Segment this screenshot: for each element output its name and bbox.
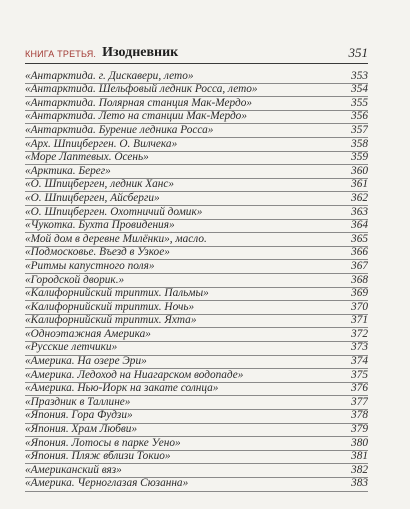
toc-entry-title: «Чукотка. Бухта Провидения» [25,219,175,232]
section-page-number: 351 [348,45,368,60]
row-separator [25,341,368,342]
toc-entry-title: «О. Шпицберген. Охотничий домик» [25,205,203,218]
toc-entry [25,341,368,355]
row-separator [25,409,368,410]
row-separator [25,137,368,138]
toc-entry-page: 366 [351,246,368,259]
row-separator [25,178,368,179]
toc-entry [25,354,368,368]
section-header [25,41,368,64]
row-separator [25,287,368,288]
toc-entry-title: «Русские летчики» [25,341,118,354]
toc-entry [25,151,368,165]
toc-entry-page: 380 [351,436,368,449]
toc-entry-title: «Калифорнийский триптих. Яхта» [25,314,197,327]
row-separator [25,246,368,247]
toc-entry-title: «Антарктида. Бурение ледника Росса» [25,123,214,136]
toc-entry-page: 363 [351,205,368,218]
toc-entry-title: «Антарктида. Шельфовый ледник Росса, лето» [25,83,258,96]
toc-entry [25,259,368,273]
row-separator [25,191,368,192]
toc-entry-page: 364 [351,219,368,232]
toc-entry-title: «Япония. Гора Фудзи» [25,409,133,422]
row-separator [25,151,368,152]
toc-entry-page: 379 [351,423,368,436]
section-title: Изодневник [102,45,179,60]
toc-entry-title: «О. Шпицберген, Айсберги» [25,191,160,204]
row-separator [25,368,368,369]
toc-entry [25,273,368,287]
toc-entry-title: «Арх. Шпицберген. О. Вилчека» [25,137,178,150]
row-separator [25,463,368,464]
row-separator [25,327,368,328]
toc-entry-page: 377 [351,395,368,408]
toc-entry-page: 354 [351,83,368,96]
toc-entry-title: «Антарктида. Лето на станции Мак-Мердо» [25,110,247,123]
row-separator [25,450,368,451]
toc-entry [25,327,368,341]
row-separator [25,355,368,356]
row-separator [25,436,368,437]
toc-entry-page: 358 [351,137,368,150]
toc-entry-title: «О. Шпицберген, ледник Ханс» [25,178,175,191]
toc-entry-title: «Мой дом в деревне Милёнки», масло. [25,232,207,245]
toc-entry-title: «Городской дворик.» [25,273,125,286]
toc-entry-title: «Подмосковье. Въезд в Узкое» [25,246,170,259]
toc-entry-title: «Калифорнийский триптих. Ночь» [25,300,195,313]
toc-entry [25,382,368,396]
toc-entry-title: «Антарктида. Полярная станция Мак-Мердо» [25,96,253,109]
toc-entry-page: 381 [351,450,368,463]
toc-entry-title: «Одноэтажная Америка» [25,327,151,340]
toc-entry-page: 362 [351,191,368,204]
toc-entry [25,395,368,409]
toc-entry-page: 371 [351,314,368,327]
toc-entry-page: 369 [351,287,368,300]
toc-entry-page: 372 [351,327,368,340]
row-separator [25,491,368,492]
toc-entry [25,164,368,178]
toc-entry [25,83,368,97]
row-separator [25,232,368,233]
row-separator [25,83,368,84]
toc-entry-page: 357 [351,123,368,136]
toc-entry-page: 367 [351,259,368,272]
toc-entry-title: «Америка. На озере Эри» [25,355,147,368]
toc-entry [25,436,368,450]
row-separator [25,219,368,220]
toc-entry-page: 373 [351,341,368,354]
toc-entry [25,409,368,423]
row-separator [25,110,368,111]
toc-entry-page: 359 [351,151,368,164]
toc-entry [25,422,368,436]
toc-entry-title: «Япония. Лотосы в парке Уено» [25,436,181,449]
toc-entry-title: «Америка. Ледоход на Ниагарском водопаде» [25,368,244,381]
toc-entry-title: «Арктика. Берег» [25,164,111,177]
toc-entry-page: 383 [351,477,368,490]
toc-entry-page: 370 [351,300,368,313]
toc-entry [25,205,368,219]
toc-entry [25,368,368,382]
toc-entry [25,232,368,246]
row-separator [25,259,368,260]
toc-entry-title: «Американский вяз» [25,463,122,476]
row-separator [25,314,368,315]
row-separator [25,273,368,274]
book-label: КНИГА ТРЕТЬЯ. [25,49,97,59]
toc-entry [25,246,368,260]
toc-entry-page: 360 [351,164,368,177]
toc-entry-page: 365 [351,232,368,245]
toc-entry [25,287,368,301]
toc-entry [25,314,368,328]
toc-entry-page: 368 [351,273,368,286]
toc-entry-page: 382 [351,463,368,476]
toc-entry-page: 376 [351,382,368,395]
toc-entry-page: 355 [351,96,368,109]
toc-entry [25,123,368,137]
toc-entry [25,463,368,477]
toc-entry [25,219,368,233]
toc-entry-title: «Япония. Храм Любви» [25,423,138,436]
toc-entry-page: 375 [351,368,368,381]
toc-entry [25,69,368,83]
toc-entry-title: «Антарктида. г. Дискавери, лето» [25,69,194,82]
toc-entry [25,191,368,205]
toc-entry-title: «Праздник в Таллине» [25,395,131,408]
toc-entry [25,178,368,192]
toc-entry [25,477,368,491]
toc-entry-page: 378 [351,409,368,422]
row-separator [25,300,368,301]
row-separator [25,477,368,478]
toc-entry [25,300,368,314]
row-separator [25,164,368,165]
toc-entry-title: «Америка. Черноглазая Сюзанна» [25,477,189,490]
row-separator [25,123,368,124]
row-separator [25,395,368,396]
row-separator [25,205,368,206]
toc-entry-title: «Море Лаптевых. Осень» [25,151,149,164]
row-separator [25,96,368,97]
toc-entry-title: «Калифорнийский триптих. Пальмы» [25,287,209,300]
toc-entry-title: «Ритмы капустного поля» [25,259,155,272]
row-separator [25,382,368,383]
toc-entry [25,110,368,124]
toc-entry-title: «Америка. Нью-Йорк на закате солнца» [25,382,219,395]
toc-entry-page: 361 [351,178,368,191]
toc-entry-title: «Япония. Пляж вблизи Токио» [25,450,171,463]
toc-entry [25,137,368,151]
toc-entry-page: 353 [351,69,368,82]
row-separator [25,423,368,424]
toc-entry-page: 356 [351,110,368,123]
toc-list [25,69,368,490]
toc-entry-page: 374 [351,355,368,368]
toc-entry [25,450,368,464]
toc-entry [25,96,368,110]
